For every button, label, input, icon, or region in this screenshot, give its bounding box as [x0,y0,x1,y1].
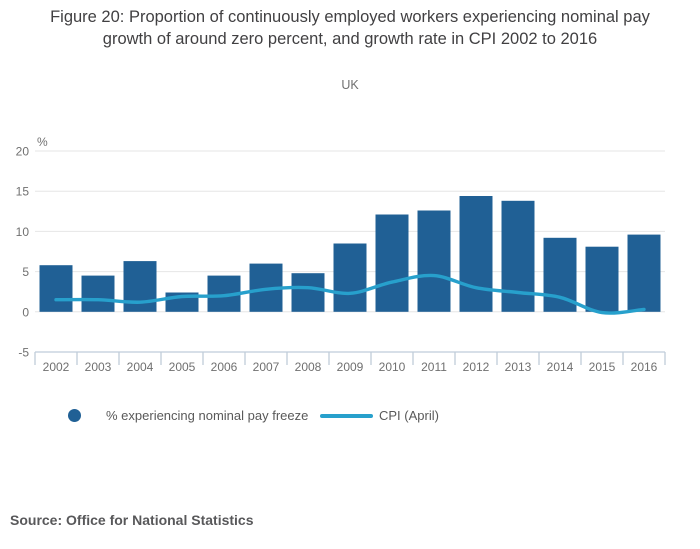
x-tick-label-2006: 2006 [210,360,238,374]
x-tick-label-2015: 2015 [588,360,616,374]
legend-label-pay-freeze: % experiencing nominal pay freeze [106,408,309,423]
x-tick-label-2016: 2016 [630,360,658,374]
y-tick-label-20: 20 [15,144,29,159]
y-tick-label-0: 0 [22,305,29,320]
bar-2002[interactable] [40,265,73,312]
legend-item-pay-freeze[interactable] [68,408,308,423]
x-tick-label-2008: 2008 [294,360,322,374]
x-tick-label-2010: 2010 [378,360,406,374]
x-tick-label-2013: 2013 [504,360,532,374]
legend-item-cpi[interactable] [320,408,439,423]
x-tick-label-2012: 2012 [462,360,490,374]
y-tick-label-10: 10 [15,224,29,239]
y-tick-label--5: -5 [18,345,29,360]
source-note: Source: Office for National Statistics [10,512,254,528]
y-tick-label-5: 5 [22,265,29,280]
bar-2004[interactable] [124,261,157,312]
x-tick-label-2007: 2007 [252,360,280,374]
bar-2009[interactable] [334,244,367,312]
x-tick-label-2011: 2011 [421,360,447,374]
bar-2003[interactable] [82,276,115,312]
bar-2008[interactable] [292,273,325,312]
x-tick-label-2002: 2002 [42,360,70,374]
legend-label-cpi: CPI (April) [379,408,439,423]
y-axis-unit-label: % [37,135,48,149]
pay-freeze-dot-icon [68,409,81,422]
bar-2015[interactable] [586,247,619,312]
chart-plot-area [0,135,700,385]
y-tick-label-15: 15 [15,184,29,199]
bar-2012[interactable] [460,196,493,312]
bar-2016[interactable] [628,235,661,312]
x-tick-label-2009: 2009 [336,360,364,374]
bar-2010[interactable] [376,215,409,312]
chart-subtitle: UK [341,78,359,92]
bar-2011[interactable] [418,211,451,312]
cpi-line-swatch-icon [320,414,373,418]
x-tick-label-2005: 2005 [168,360,196,374]
x-tick-label-2003: 2003 [84,360,112,374]
x-tick-label-2004: 2004 [126,360,154,374]
chart-title: Figure 20: Proportion of continuously employed workers experiencing nominal pay growth of around zero percent, and growth rate in CPI 2002 to 2016 [50,8,650,48]
x-tick-label-2014: 2014 [546,360,574,374]
